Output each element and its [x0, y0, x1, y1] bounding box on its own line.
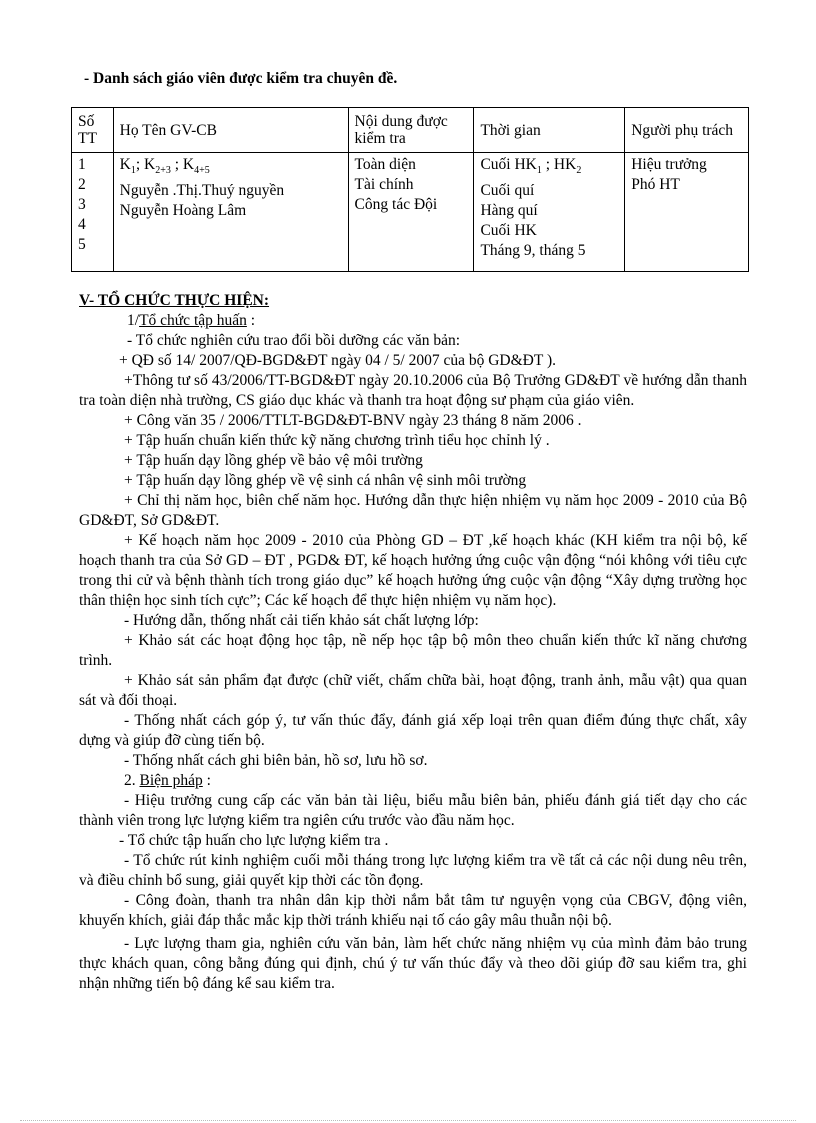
paragraph: +Thông tư số 43/2006/TT-BGD&ĐT ngày 20.10.2006 của Bộ Trưởng GD&ĐT về hướng dẫn thanh tra toàn diện nhà trường, CS giáo dục khác và thanh tra hoạt động sư phạm của giáo viên. — [79, 372, 747, 409]
paragraph: - Tổ chức rút kinh nghiệm cuối mỗi tháng trong lực lượng kiểm tra về tất cả các nội dung nêu trên, và điều chỉnh bổ sung, giải quyết kịp thời các tồn đọng. — [79, 852, 747, 889]
paragraph: + Khảo sát sản phẩm đạt được (chữ viết, chấm chữa bài, hoạt động, tranh ảnh, mẫu vật) qua quan sát và đối thoại. — [79, 672, 747, 709]
header-stt: Số TT — [72, 108, 114, 153]
table-row — [72, 153, 749, 272]
paragraph: - Công đoàn, thanh tra nhân dân kịp thời nắm bắt tâm tư nguyện vọng của CBGV, động viên, khuyến khích, giải đáp thắc mắc kịp thời tránh khiếu nại tố cáo gây mâu thuẫn nội bộ. — [79, 892, 747, 929]
stt-value: 1 — [78, 156, 86, 173]
responsible-value: Phó HT — [631, 176, 680, 193]
time-value: Cuối quí — [480, 182, 535, 200]
cell-responsible — [625, 153, 749, 272]
content-value: Toàn diện — [354, 156, 416, 173]
cell-contents — [348, 153, 474, 272]
time-value: Cuối HK — [480, 222, 537, 240]
content-value: Tài chính — [354, 176, 414, 193]
paragraph: + Công văn 35 / 2006/TTLT-BGD&ĐT-BNV ngày 23 tháng 8 năm 2006 . — [124, 412, 582, 429]
page-bottom-divider — [20, 1120, 796, 1121]
paragraph: + Tập huấn chuẩn kiến thức kỹ năng chương trình tiểu học chỉnh lý . — [124, 432, 550, 449]
paragraph: + Khảo sát các hoạt động học tập, nề nếp học tập bộ môn theo chuẩn kiến thức kĩ năng chương trình. — [79, 632, 747, 669]
name-value: Nguyễn Hoàng Lâm — [119, 202, 247, 220]
inspection-table — [71, 107, 749, 272]
paragraph: - Hướng dẫn, thống nhất cải tiến khảo sát chất lượng lớp: — [124, 612, 479, 629]
paragraph: - Lực lượng tham gia, nghiên cứu văn bản, làm hết chức năng nhiệm vụ của mình đảm bảo trung thực khách quan, công bằng đúng qui định, chú ý tư vấn thúc đẩy và theo dõi giúp đỡ sau kiểm tra, ghi nhận những tiến bộ đáng kể sau kiểm tra. — [79, 935, 747, 992]
paragraph: + Kế hoạch năm học 2009 - 2010 của Phòng GD – ĐT ,kế hoạch khác (KH kiểm tra nội bộ, kế hoạch thanh tra của Sở GD – ĐT , PGD& ĐT, kế hoạch hưởng ứng cuộc vận động “nói không với tiêu cực trong thi cử và bệnh thành tích trong giáo dục” kế hoạch hưởng ứng cuộc vận động “Xây dựng trường học thân thiện học sinh tích cực”; Các kế hoạch để thực hiện nhiệm vụ năm học). — [79, 532, 747, 609]
teacher-list-heading: - Danh sách giáo viên được kiểm tra chuyên đề. — [84, 70, 398, 87]
name-value: Nguyễn .Thị.Thuý nguyền — [119, 182, 285, 200]
table-header-row — [72, 108, 749, 153]
cell-times — [474, 153, 625, 272]
section-title: V- TỔ CHỨC THỰC HIỆN: — [79, 292, 270, 309]
stt-value: 5 — [78, 236, 86, 253]
paragraph: - Thống nhất cách ghi biên bản, hồ sơ, lưu hồ sơ. — [124, 752, 428, 769]
header-responsible: Người phụ trách — [625, 108, 749, 153]
paragraph: - Hiệu trưởng cung cấp các văn bản tài liệu, biểu mẫu biên bản, phiếu đánh giá tiết dạy cho các thành viên trong lực lượng kiểm tra ngiên cứu trước vào đầu năm học. — [79, 792, 747, 829]
paragraph: + Tập huấn dạy lồng ghép về vệ sinh cá nhân vệ sinh môi trường — [124, 472, 527, 489]
paragraph: + Tập huấn dạy lồng ghép về bảo vệ môi trường — [124, 452, 423, 469]
content-value: Công tác Đội — [354, 196, 438, 213]
time-value: Tháng 9, tháng 5 — [480, 242, 586, 260]
paragraph: - Thống nhất cách góp ý, tư vấn thúc đẩy, đánh giá xếp loại trên quan điểm đúng thực chất, xây dựng và giúp đỡ cùng tiến bộ. — [79, 712, 747, 749]
time-value: Hàng quí — [480, 202, 538, 220]
paragraph: - Tổ chức nghiên cứu trao đổi bồi dưỡng các văn bản: — [127, 332, 461, 349]
paragraph: + QĐ số 14/ 2007/QĐ-BGD&ĐT ngày 04 / 5/ 2007 của bộ GD&ĐT ). — [119, 352, 556, 369]
header-time: Thời gian — [474, 108, 625, 153]
header-name: Họ Tên GV-CB — [113, 108, 348, 153]
time-semester: Cuối $HK_1$ ; $HK_2$ — [480, 156, 582, 177]
cell-names — [113, 153, 348, 272]
implementation-section — [79, 291, 747, 994]
subsection-training-title: 1/Tổ chức tập huấn : — [127, 312, 256, 329]
header-content: Nội dung được kiểm tra — [348, 108, 474, 153]
cell-stt — [72, 153, 114, 272]
responsible-value: Hiệu trưởng — [631, 156, 707, 173]
stt-value: 4 — [78, 216, 86, 233]
name-k-groups: $K_1$; $K_{2+3}$ ; $K_{4+5}$ — [119, 156, 210, 177]
stt-value: 3 — [78, 196, 86, 213]
subsection-measures-title: 2. Biện pháp : — [124, 772, 211, 789]
stt-value: 2 — [78, 176, 86, 193]
paragraph: - Tổ chức tập huấn cho lực lượng kiểm tra . — [119, 832, 389, 849]
paragraph: + Chỉ thị năm học, biên chế năm học. Hướng dẫn thực hiện nhiệm vụ năm học 2009 - 2010 của Bộ GD&ĐT, Sở GD&ĐT. — [79, 492, 747, 529]
